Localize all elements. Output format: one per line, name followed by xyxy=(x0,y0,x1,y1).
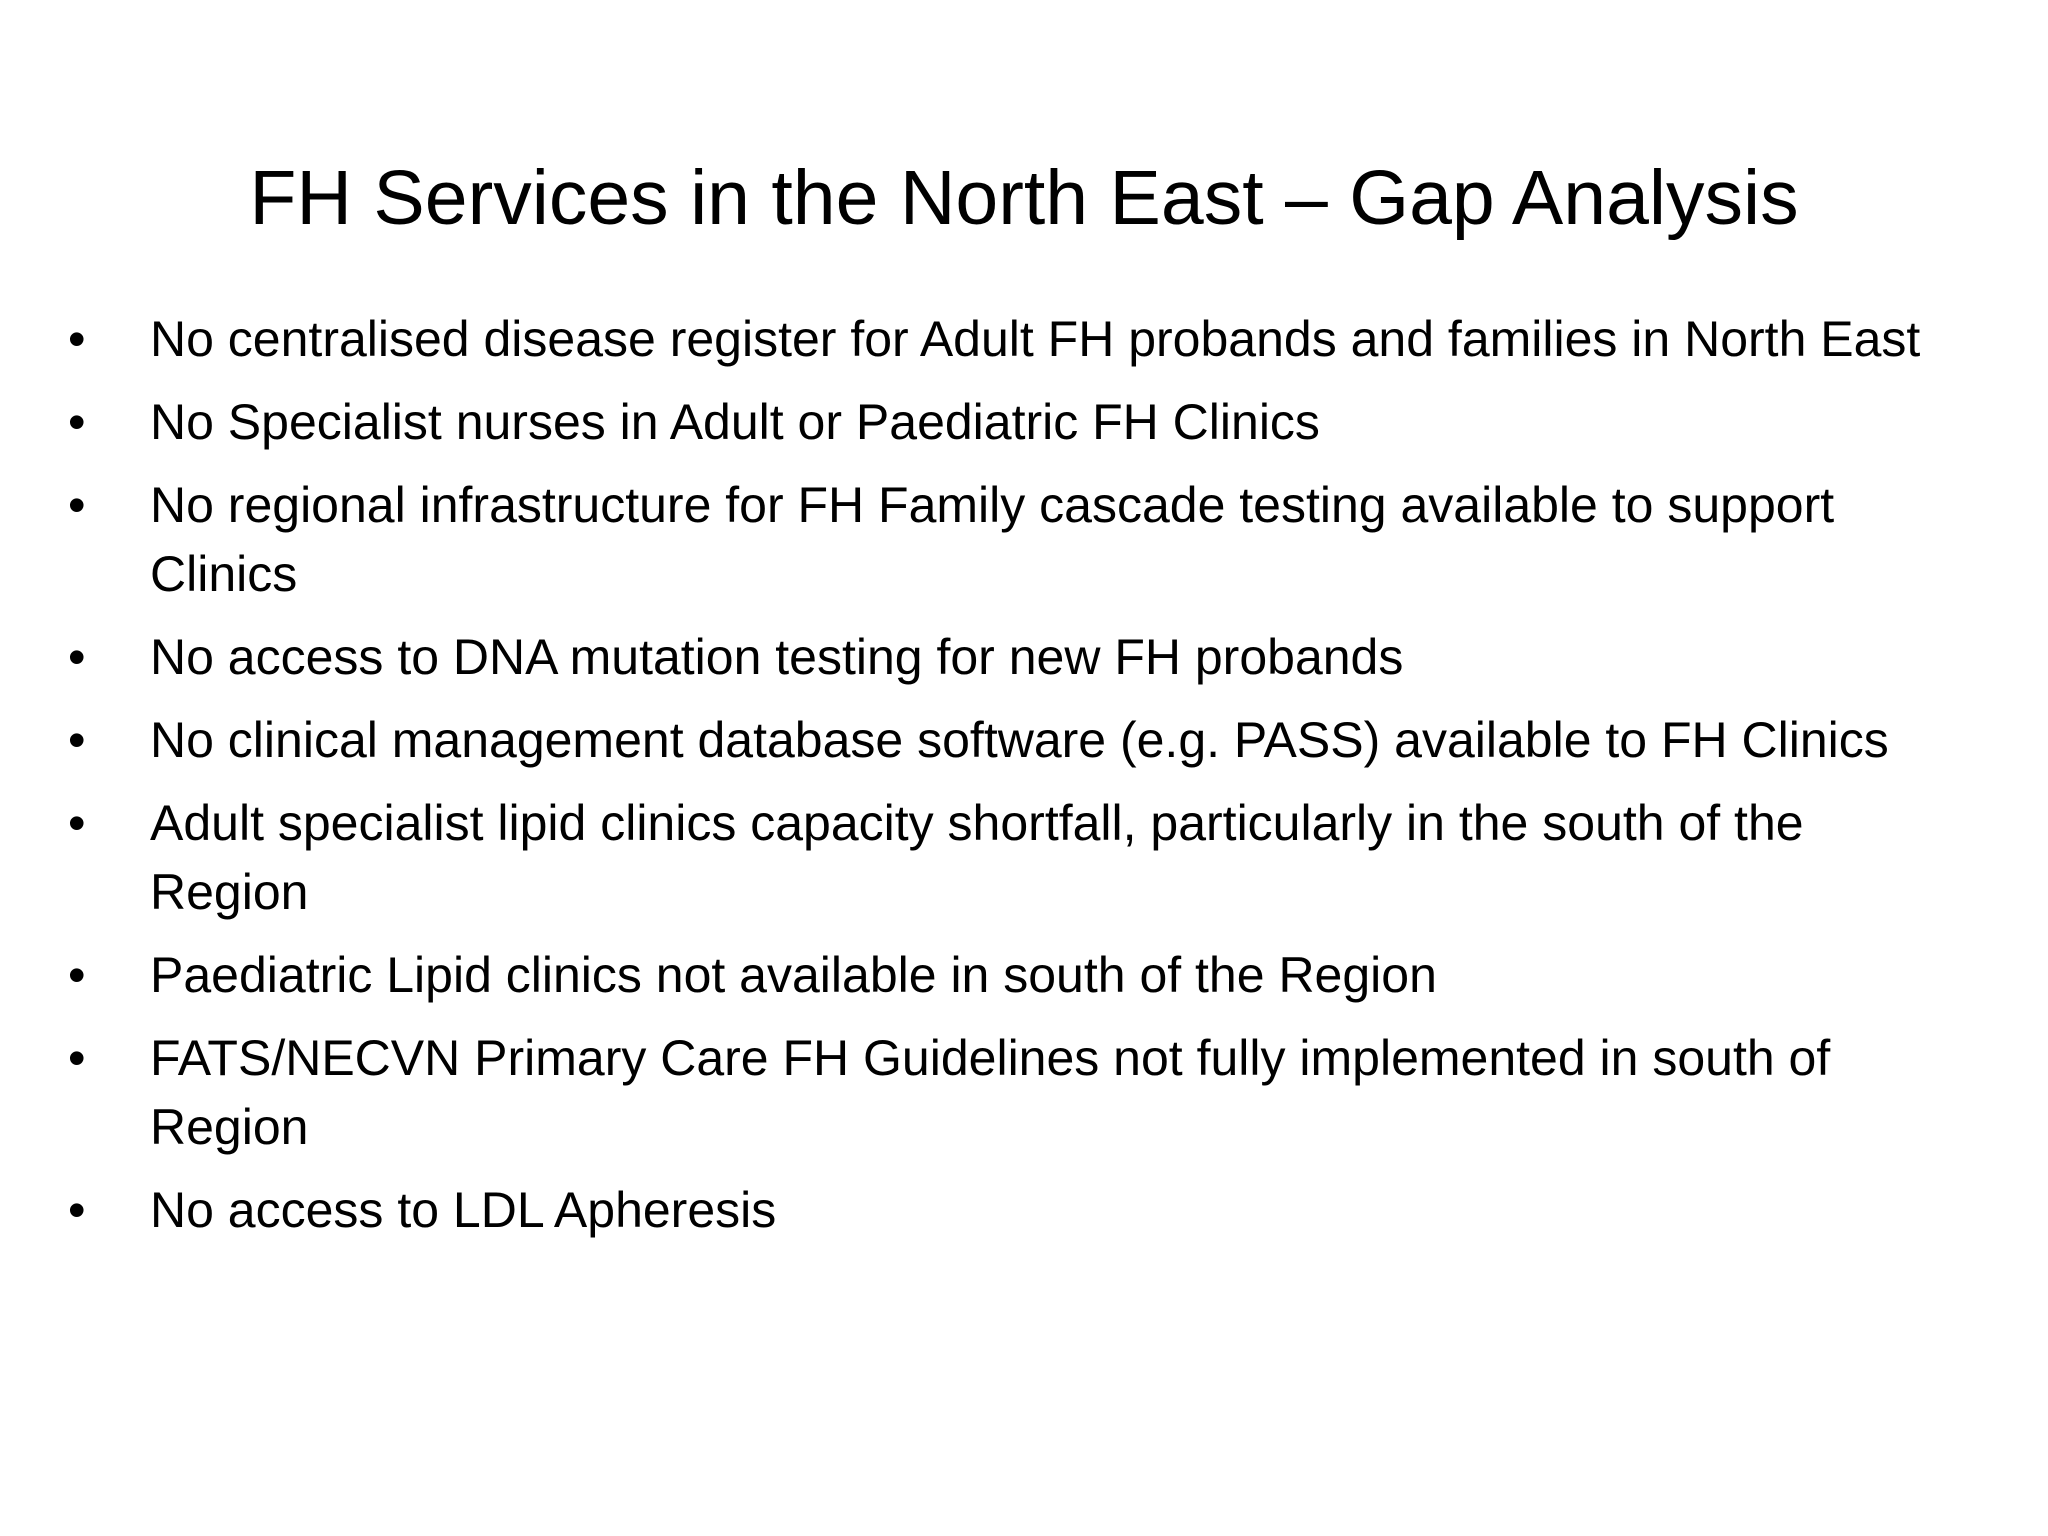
bullet-icon: • xyxy=(68,1182,86,1238)
bullet-text: No regional infrastructure for FH Family cascade testing available to support Clinics xyxy=(150,477,1835,602)
bullet-item xyxy=(68,1176,1968,1245)
bullet-text: Paediatric Lipid clinics not available in south of the Region xyxy=(150,947,1437,1003)
bullet-item xyxy=(68,623,1968,692)
bullet-icon: • xyxy=(68,311,86,367)
bullet-icon: • xyxy=(68,477,86,533)
slide-title: FH Services in the North East – Gap Analysis xyxy=(249,155,1799,241)
bullet-icon: • xyxy=(68,394,86,450)
bullet-text: No clinical management database software (e.g. PASS) available to FH Clinics xyxy=(150,712,1889,768)
bullet-text: No access to LDL Apheresis xyxy=(150,1182,777,1238)
bullet-item xyxy=(68,305,1968,374)
bullet-icon: • xyxy=(68,712,86,768)
bullet-list xyxy=(68,305,1968,1259)
bullet-item xyxy=(68,706,1968,775)
bullet-text: No access to DNA mutation testing for new FH probands xyxy=(150,629,1404,685)
bullet-item xyxy=(68,789,1968,927)
bullet-item xyxy=(68,941,1968,1010)
bullet-icon: • xyxy=(68,629,86,685)
bullet-item xyxy=(68,388,1968,457)
bullet-text: FATS/NECVN Primary Care FH Guidelines not fully implemented in south of Region xyxy=(150,1030,1831,1155)
bullet-icon: • xyxy=(68,947,86,1003)
bullet-item xyxy=(68,471,1968,609)
bullet-text: Adult specialist lipid clinics capacity shortfall, particularly in the south of the Region xyxy=(150,795,1804,920)
bullet-text: No centralised disease register for Adult FH probands and families in North East xyxy=(150,311,1921,367)
bullet-item xyxy=(68,1024,1968,1162)
bullet-icon: • xyxy=(68,795,86,851)
bullet-icon: • xyxy=(68,1030,86,1086)
bullet-text: No Specialist nurses in Adult or Paediatric FH Clinics xyxy=(150,394,1320,450)
